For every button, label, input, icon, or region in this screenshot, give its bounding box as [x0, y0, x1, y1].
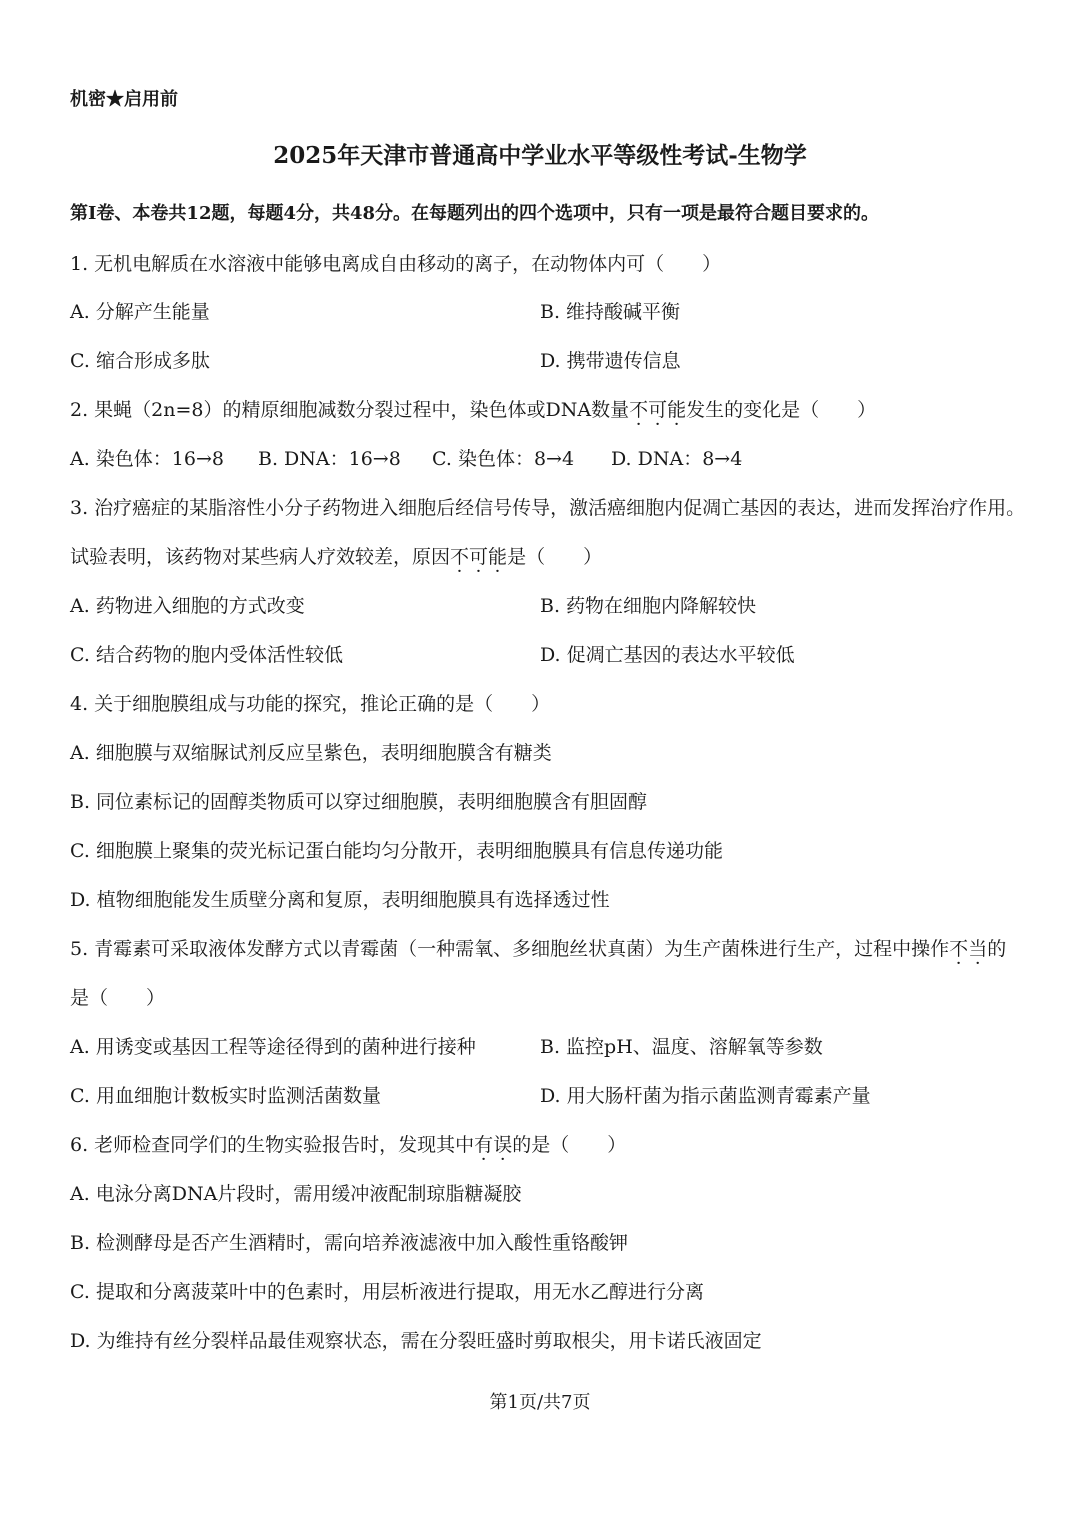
emphasis-char: 可 — [648, 399, 668, 421]
stem-text: 试验表明，该药物对某些病人疗效较差，原因 — [70, 546, 451, 568]
question-5-option-c: C. 用血细胞计数板实时监测活菌数量 — [70, 1085, 381, 1107]
question-2-stem — [70, 397, 1020, 423]
question-4-option-c: C. 细胞膜上聚集的荧光标记蛋白能均匀分散开，表明细胞膜具有信息传递功能 — [70, 840, 723, 862]
stem-text: 的是（ ） — [512, 1134, 627, 1156]
page-number: 第1页/共7页 — [489, 1392, 591, 1413]
question-6-option-c: C. 提取和分离菠菜叶中的色素时，用层析液进行提取，用无水乙醇进行分离 — [70, 1281, 704, 1303]
question-4-option-b: B. 同位素标记的固醇类物质可以穿过细胞膜，表明细胞膜含有胆固醇 — [70, 791, 648, 813]
stem-text: 发生的变化是（ ） — [686, 399, 877, 421]
emphasis-char: 不 — [949, 938, 969, 960]
section-instructions: 第Ⅰ卷、本卷共12题，每题4分，共48分。在每题列出的四个选项中，只有一项是最符合题目要求的。 — [70, 203, 880, 224]
question-4-option-a: A. 细胞膜与双缩脲试剂反应呈紫色，表明细胞膜含有糖类 — [70, 742, 552, 764]
question-1-option-d: D. 携带遗传信息 — [540, 350, 681, 372]
question-6-option-d: D. 为维持有丝分裂样品最佳观察状态，需在分裂旺盛时剪取根尖，用卡诺氏液固定 — [70, 1330, 762, 1352]
question-5-option-b: B. 监控pH、温度、溶解氧等参数 — [540, 1036, 823, 1058]
question-1-option-b: B. 维持酸碱平衡 — [540, 301, 681, 323]
question-1-option-c: C. 缩合形成多肽 — [70, 350, 210, 372]
question-3-option-a: A. 药物进入细胞的方式改变 — [70, 595, 305, 617]
question-2-option-b: B. DNA：16→8 — [258, 448, 401, 470]
emphasis-char: 能 — [488, 546, 508, 568]
question-4-stem: 4. 关于细胞膜组成与功能的探究，推论正确的是（ ） — [70, 693, 551, 715]
stem-text: 5. 青霉素可采取液体发酵方式以青霉菌（一种需氧、多细胞丝状真菌）为生产菌株进行生产，过程中操作 — [70, 938, 950, 960]
question-5-stem-line1 — [70, 936, 1030, 962]
emphasis-char: 能 — [667, 399, 687, 421]
emphasis-char: 不 — [450, 546, 470, 568]
confidential-label: 机密★启用前 — [70, 89, 178, 110]
question-2-option-d: D. DNA：8→4 — [611, 448, 743, 470]
question-6-option-b: B. 检测酵母是否产生酒精时，需向培养液滤液中加入酸性重铬酸钾 — [70, 1232, 629, 1254]
question-5-option-d: D. 用大肠杆菌为指示菌监测青霉素产量 — [540, 1085, 871, 1107]
question-3-option-b: B. 药物在细胞内降解较快 — [540, 595, 757, 617]
stem-text: 是（ ） — [507, 546, 603, 568]
stem-text: 2. 果蝇（2n=8）的精原细胞减数分裂过程中，染色体或DNA数量 — [70, 399, 630, 421]
question-6-stem — [70, 1132, 1020, 1158]
emphasis-char: 误 — [493, 1134, 513, 1156]
question-3-stem-line1: 3. 治疗癌症的某脂溶性小分子药物进入细胞后经信号传导，激活癌细胞内促凋亡基因的表达，进而发挥治疗作用。 — [70, 497, 1026, 519]
question-5-stem-line2: 是（ ） — [70, 987, 166, 1009]
emphasis-char: 有 — [474, 1134, 494, 1156]
emphasis-char: 可 — [469, 546, 489, 568]
question-2-option-c: C. 染色体：8→4 — [432, 448, 575, 470]
question-1-option-a: A. 分解产生能量 — [70, 301, 210, 323]
question-3-stem-line2 — [70, 544, 1020, 570]
emphasis-char: 当 — [968, 938, 988, 960]
question-1-stem: 1. 无机电解质在水溶液中能够电离成自由移动的离子，在动物体内可（ ） — [70, 253, 722, 275]
question-5-option-a: A. 用诱变或基因工程等途径得到的菌种进行接种 — [70, 1036, 476, 1058]
stem-text: 6. 老师检查同学们的生物实验报告时，发现其中 — [70, 1134, 475, 1156]
exam-title: 2025年天津市普通高中学业水平等级性考试-生物学 — [273, 142, 807, 169]
question-6-option-a: A. 电泳分离DNA片段时，需用缓冲液配制琼脂糖凝胶 — [70, 1183, 522, 1205]
question-3-option-c: C. 结合药物的胞内受体活性较低 — [70, 644, 343, 666]
emphasis-char: 不 — [629, 399, 649, 421]
question-4-option-d: D. 植物细胞能发生质壁分离和复原，表明细胞膜具有选择透过性 — [70, 889, 610, 911]
question-3-option-d: D. 促凋亡基因的表达水平较低 — [540, 644, 795, 666]
question-2-option-a: A. 染色体：16→8 — [70, 448, 224, 470]
stem-text: 的 — [987, 938, 1007, 960]
